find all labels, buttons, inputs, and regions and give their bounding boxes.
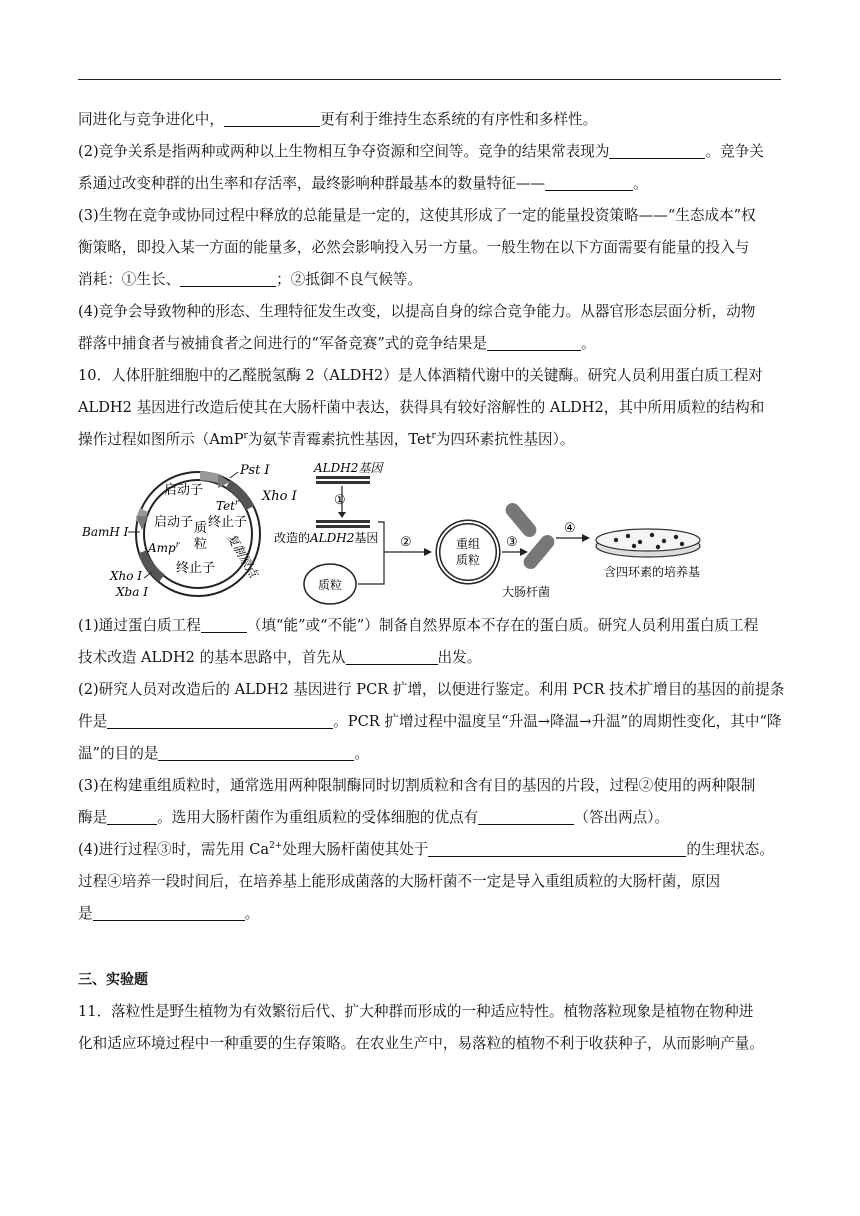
text: 。PCR 扩增过程中温度呈“升温→降温→升温”的周期性变化，其中“降 bbox=[333, 713, 782, 730]
q10-s3-line1: (3)在构建重组质粒时，通常选用两种限制酶同时切割质粒和含有目的基因的片段，过程②使用的两种限制 bbox=[78, 777, 756, 794]
q10-s4-line3 bbox=[78, 898, 784, 930]
q9-continuation bbox=[78, 104, 784, 136]
label-replication-origin: 复制原点 bbox=[224, 531, 261, 580]
text: ；②抵御不良气候等。 bbox=[276, 271, 423, 288]
answer-blank[interactable] bbox=[545, 173, 633, 191]
answer-blank[interactable] bbox=[158, 743, 354, 761]
answer-blank[interactable] bbox=[201, 615, 247, 633]
label-xba: Xba Ⅰ bbox=[116, 585, 148, 599]
answer-blank[interactable] bbox=[224, 109, 320, 127]
recombinant-plasmid-inner bbox=[438, 522, 498, 582]
answer-blank[interactable] bbox=[609, 141, 705, 159]
amp-gene-segment bbox=[142, 552, 162, 578]
text: 操作过程如图所示（AmP bbox=[78, 431, 244, 448]
step1-label: ① bbox=[334, 493, 346, 508]
q9-part2-line2 bbox=[78, 168, 784, 200]
arrow-down-icon bbox=[338, 512, 346, 518]
label-recombinant-2: 质粒 bbox=[456, 553, 481, 567]
q10-s2-line2 bbox=[78, 706, 784, 738]
q9-part4-line2 bbox=[78, 328, 784, 360]
bacterium-icon bbox=[503, 500, 539, 540]
text: 处理大肠杆菌使其处于 bbox=[282, 841, 429, 858]
q10-s2-line3 bbox=[78, 738, 784, 770]
q10-intro-line2: ALDH2 基因进行改造后使其在大肠杆菌中表达，获得具有较好溶解性的 ALDH2，其中所用质粒的结构和 bbox=[78, 399, 765, 416]
q10-s3-line2 bbox=[78, 802, 784, 834]
gene-bar-icon bbox=[316, 525, 370, 528]
text: 。 bbox=[244, 905, 260, 922]
label-promoter-top: 启动子 bbox=[164, 483, 204, 498]
q10-s4-line1 bbox=[78, 834, 784, 866]
text: 系通过改变种群的出生率和存活率，最终影响种群最基本的数量特征—— bbox=[78, 175, 546, 192]
step3-label: ③ bbox=[506, 535, 518, 550]
text: 群落中捕食者与被捕食者之间进行的“军备竞赛”式的竞争结果是 bbox=[78, 335, 487, 352]
text: 件是 bbox=[78, 713, 108, 730]
text: 消耗：①生长、 bbox=[78, 271, 181, 288]
label-promoter-mid: 启动子 bbox=[154, 515, 194, 530]
label-medium: 含四环素的培养基 bbox=[604, 565, 701, 579]
gene-bar-icon bbox=[316, 476, 370, 479]
answer-blank[interactable] bbox=[428, 839, 686, 857]
label-plasmid-char2: 粒 bbox=[194, 537, 208, 552]
step4-label: ④ bbox=[564, 521, 576, 536]
q9-part3-line1: (3)生物在竞争或协同过程中释放的总能量是一定的，这使其形成了一定的能量投资策略——“生态成本”权 bbox=[78, 207, 756, 224]
section-title: 三、实验题 bbox=[78, 972, 148, 988]
text: 技术改造 ALDH2 的基本思路中，首先从 bbox=[78, 649, 346, 666]
text: 。选用大肠杆菌作为重组质粒的受体细胞的优点有 bbox=[157, 809, 479, 826]
answer-blank[interactable] bbox=[346, 647, 438, 665]
label-terminator-bottom: 终止子 bbox=[176, 561, 216, 576]
superscript: r bbox=[243, 431, 248, 442]
text: (1)通过蛋白质工程 bbox=[78, 617, 201, 634]
answer-blank[interactable] bbox=[93, 903, 245, 921]
text: 出发。 bbox=[437, 649, 482, 666]
text: 为氨苄青霉素抗性基因，Tet bbox=[247, 431, 432, 448]
q10-intro-line3 bbox=[78, 424, 784, 456]
q9-part3-line3 bbox=[78, 264, 784, 296]
q9-part4-line1: (4)竞争会导致物种的形态、生理特征发生改变，以提高自身的综合竞争能力。从器官形态层面分析，动物 bbox=[78, 303, 756, 320]
text: 为四环素抗性基因）。 bbox=[435, 431, 575, 448]
label-recombinant-1: 重组 bbox=[456, 537, 481, 551]
superscript: r bbox=[431, 431, 436, 442]
answer-blank[interactable] bbox=[107, 807, 157, 825]
superscript: 2+ bbox=[269, 841, 283, 852]
q11-line1: 11．落粒性是野生植物为有效繁衍后代、扩大种群而形成的一种适应特性。植物落粒现象是植物在物种进 bbox=[78, 1003, 754, 1020]
diagram-svg bbox=[78, 460, 784, 608]
text: 酶是 bbox=[78, 809, 108, 826]
label-plasmid: 质粒 bbox=[318, 578, 343, 592]
label-xho-bottom: Xho Ⅰ bbox=[110, 569, 143, 583]
label-terminator-top: 终止子 bbox=[208, 515, 248, 530]
gene-bar-icon bbox=[316, 520, 370, 523]
answer-blank[interactable] bbox=[487, 333, 581, 351]
label-ecoli: 大肠杆菌 bbox=[502, 585, 551, 599]
text: （填“能”或“不能”）制备自然界原本不存在的蛋白质。研究人员利用蛋白质工程 bbox=[246, 617, 759, 634]
text: 是 bbox=[78, 905, 93, 922]
label-modified-gene: 改造的ALDH2基因 bbox=[274, 531, 379, 545]
promoter-top-segment bbox=[200, 476, 220, 479]
label-amp: Amp$^r$ bbox=[148, 540, 180, 555]
q10-s4-line2: 过程④培养一段时间后，在培养基上能形成菌落的大肠杆菌不一定是导入重组质粒的大肠杆菌，原因 bbox=[78, 873, 721, 890]
text: 。 bbox=[354, 745, 370, 762]
text: 的生理状态。 bbox=[686, 841, 774, 858]
arrow-right-icon bbox=[520, 548, 528, 556]
label-pst: Pst Ⅰ bbox=[240, 463, 270, 478]
arrow-right-icon bbox=[582, 534, 590, 542]
label-bamh: BamH Ⅰ bbox=[82, 525, 129, 539]
answer-blank[interactable] bbox=[478, 807, 574, 825]
q10-intro-line1: 10．人体肝脏细胞中的乙醛脱氢酶 2（ALDH2）是人体酒精代谢中的关键酶。研究人员利用蛋白质工程对 bbox=[78, 367, 763, 384]
q10-s1-line2 bbox=[78, 642, 784, 674]
petri-dish-icon bbox=[596, 529, 700, 551]
gene-bar-icon bbox=[316, 481, 370, 484]
text: 温”的目的是 bbox=[78, 745, 159, 762]
label-xho-top: Xho Ⅰ bbox=[262, 489, 297, 504]
label-plasmid-char1: 质 bbox=[194, 521, 208, 536]
answer-blank[interactable] bbox=[107, 711, 333, 729]
text: (4)进行过程③时，需先用 Ca bbox=[78, 841, 270, 858]
q9-part3-line2: 衡策略，即投入某一方面的能量多，必然会影响投入另一方量。一般生物在以下方面需要有能量的投入与 bbox=[78, 239, 750, 256]
document-page bbox=[78, 104, 784, 1060]
q10-s1-line1 bbox=[78, 610, 784, 642]
text: 。 bbox=[580, 335, 596, 352]
header-rule bbox=[78, 79, 781, 80]
label-aldh2-gene: ALDH2基因 bbox=[314, 461, 383, 475]
q9-part2-line1 bbox=[78, 136, 784, 168]
text: 。 bbox=[633, 175, 648, 192]
text: (2)竞争关系是指两种或两种以上生物相互争夺资源和空间等。竞争的结果常表现为 bbox=[78, 143, 610, 160]
label-tet: Tet$^r$ bbox=[216, 498, 239, 513]
text: 。竞争关 bbox=[705, 143, 764, 160]
text: （答出两点）。 bbox=[574, 809, 670, 826]
answer-blank[interactable] bbox=[180, 269, 276, 287]
arrow-right-icon bbox=[424, 548, 432, 556]
text: 同进化与竞争进化中， bbox=[78, 111, 224, 128]
q10-s2-line1: (2)研究人员对改造后的 ALDH2 基因进行 PCR 扩增，以便进行鉴定。利用 PCR 技术扩增目的基因的前提条 bbox=[78, 681, 785, 698]
plasmid-process-diagram bbox=[78, 460, 784, 608]
q11-line2: 化和适应环境过程中一种重要的生存策略。在农业生产中，易落粒的植物不利于收获种子，从而影响产量。 bbox=[78, 1035, 764, 1052]
text: 更有利于维持生态系统的有序性和多样性。 bbox=[319, 111, 598, 128]
step2-label: ② bbox=[400, 535, 412, 550]
